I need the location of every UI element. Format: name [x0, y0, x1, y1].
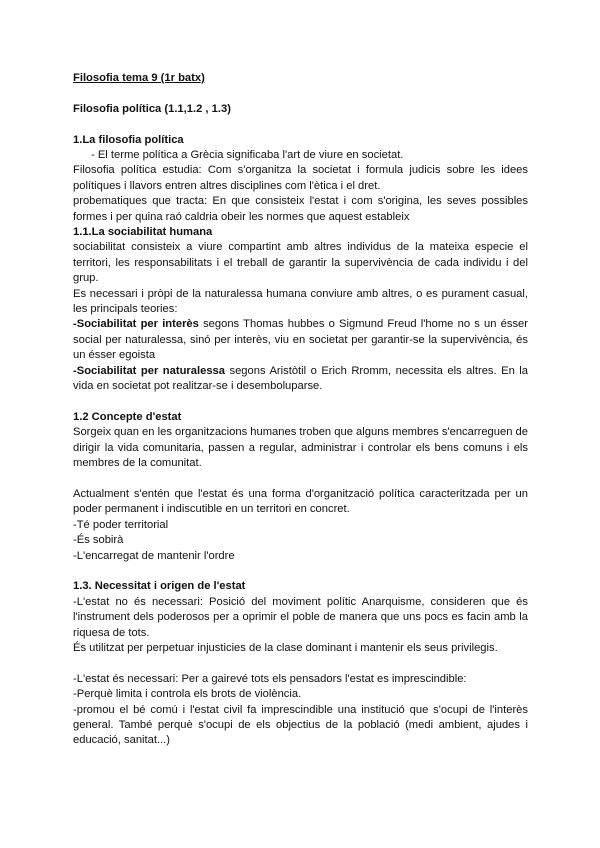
theory-term: -Sociabilitat per naturalessa	[73, 364, 225, 377]
bullet-item: - El terme política a Grècia significaba l'art de viure en societat.	[91, 149, 404, 161]
spacer	[73, 564, 528, 579]
theory-item	[73, 317, 528, 363]
section-heading-1-1: 1.1.La sociabilitat humana	[73, 226, 213, 239]
paragraph: Sorgeix quan en les organitzacions humanes troben que alguns membres s'encarreguen de dirigir la vida comunitaria, passen a regular, administrar i controlar els bens comuns i els membres de la comunitat.	[73, 426, 528, 470]
document-page	[73, 71, 528, 749]
list-item: -Té poder territorial	[73, 518, 169, 531]
spacer	[73, 656, 528, 671]
document-title: Filosofia tema 9 (1r batx)	[73, 72, 205, 84]
spacer	[73, 117, 528, 132]
list-item: -És sobirà	[73, 534, 124, 547]
theory-term: -Sociabilitat per interès	[73, 318, 199, 331]
theory-text: segons Aristòtil o Erich Rromm, necessita els altres. En la vida en societat pot realitzar-se i desemboluparse.	[73, 364, 529, 393]
section-heading-1-3: 1.3. Necessitat i origen de l'estat	[73, 580, 246, 593]
section-heading-1-2: 1.2 Concepte d'estat	[73, 410, 182, 423]
paragraph: sociabilitat consisteix a viure compartint amb altres individus de la mateixa especie el territori, les responsabilitats i el treball de garantir la supervivència de cada individu i del grup.	[73, 241, 528, 285]
list-item: -L'encarregat de mantenir l'ordre	[73, 549, 235, 562]
paragraph: -L'estat no és necessari: Posició del moviment polític Anarquisme, consideren que és l'instrument dels poderosos per a oprimir el poble de manera que uns pocs es facin amb la riquesa de tots.	[73, 595, 528, 639]
paragraph: -Perquè limita i controla els brots de violència.	[73, 688, 302, 701]
paragraph: probematiques que tracta: En que consisteix l'estat i com s'origina, les seves possibles formes i per quina raó caldria obeir les normes que aquest estableix	[73, 195, 528, 223]
paragraph: -L'estat és necessari: Per a gairevé tots els pensadors l'estat es imprescindible:	[73, 672, 467, 685]
paragraph: Filosofia política estudia: Com s'organitza la societat i formula judicis sobre les idees polítiques i llavors entren altres disciplines com l'ètica i el dret.	[73, 164, 528, 192]
spacer	[73, 86, 528, 101]
theory-item	[73, 364, 528, 395]
section-heading-1: 1.La filosofia política	[73, 133, 184, 146]
paragraph: -promou el bé comú i l'estat civil fa imprescindible una institució que s'ocupi de l'interès general. També perquè s'ocupi de els objectius de la població (medi ambient, ajudes i educació, sanitat...)	[73, 703, 528, 747]
document-subtitle: Filosofia política (1.1,1.2 , 1.3)	[73, 102, 231, 115]
theory-text: segons Thomas hubbes o Sigmund Freud l'home no s un ésser social per naturalessa, sinó per interès, viu en societat per garantir-se la supervivència, és un ésser egoista	[73, 318, 529, 362]
spacer	[73, 395, 528, 410]
paragraph: Actualment s'entén que l'estat és una forma d'organització política caracteritzada per un poder permanent i indiscutible en un territori en concret.	[73, 487, 528, 516]
paragraph: És utilitzat per perpetuar injusticies de la clase dominant i mantenir els seus privilegis.	[73, 641, 498, 654]
spacer	[73, 472, 528, 487]
paragraph: Es necessari i pròpi de la naturalessa humana conviure amb altres, o es purament casual, les principals teories:	[73, 287, 528, 316]
